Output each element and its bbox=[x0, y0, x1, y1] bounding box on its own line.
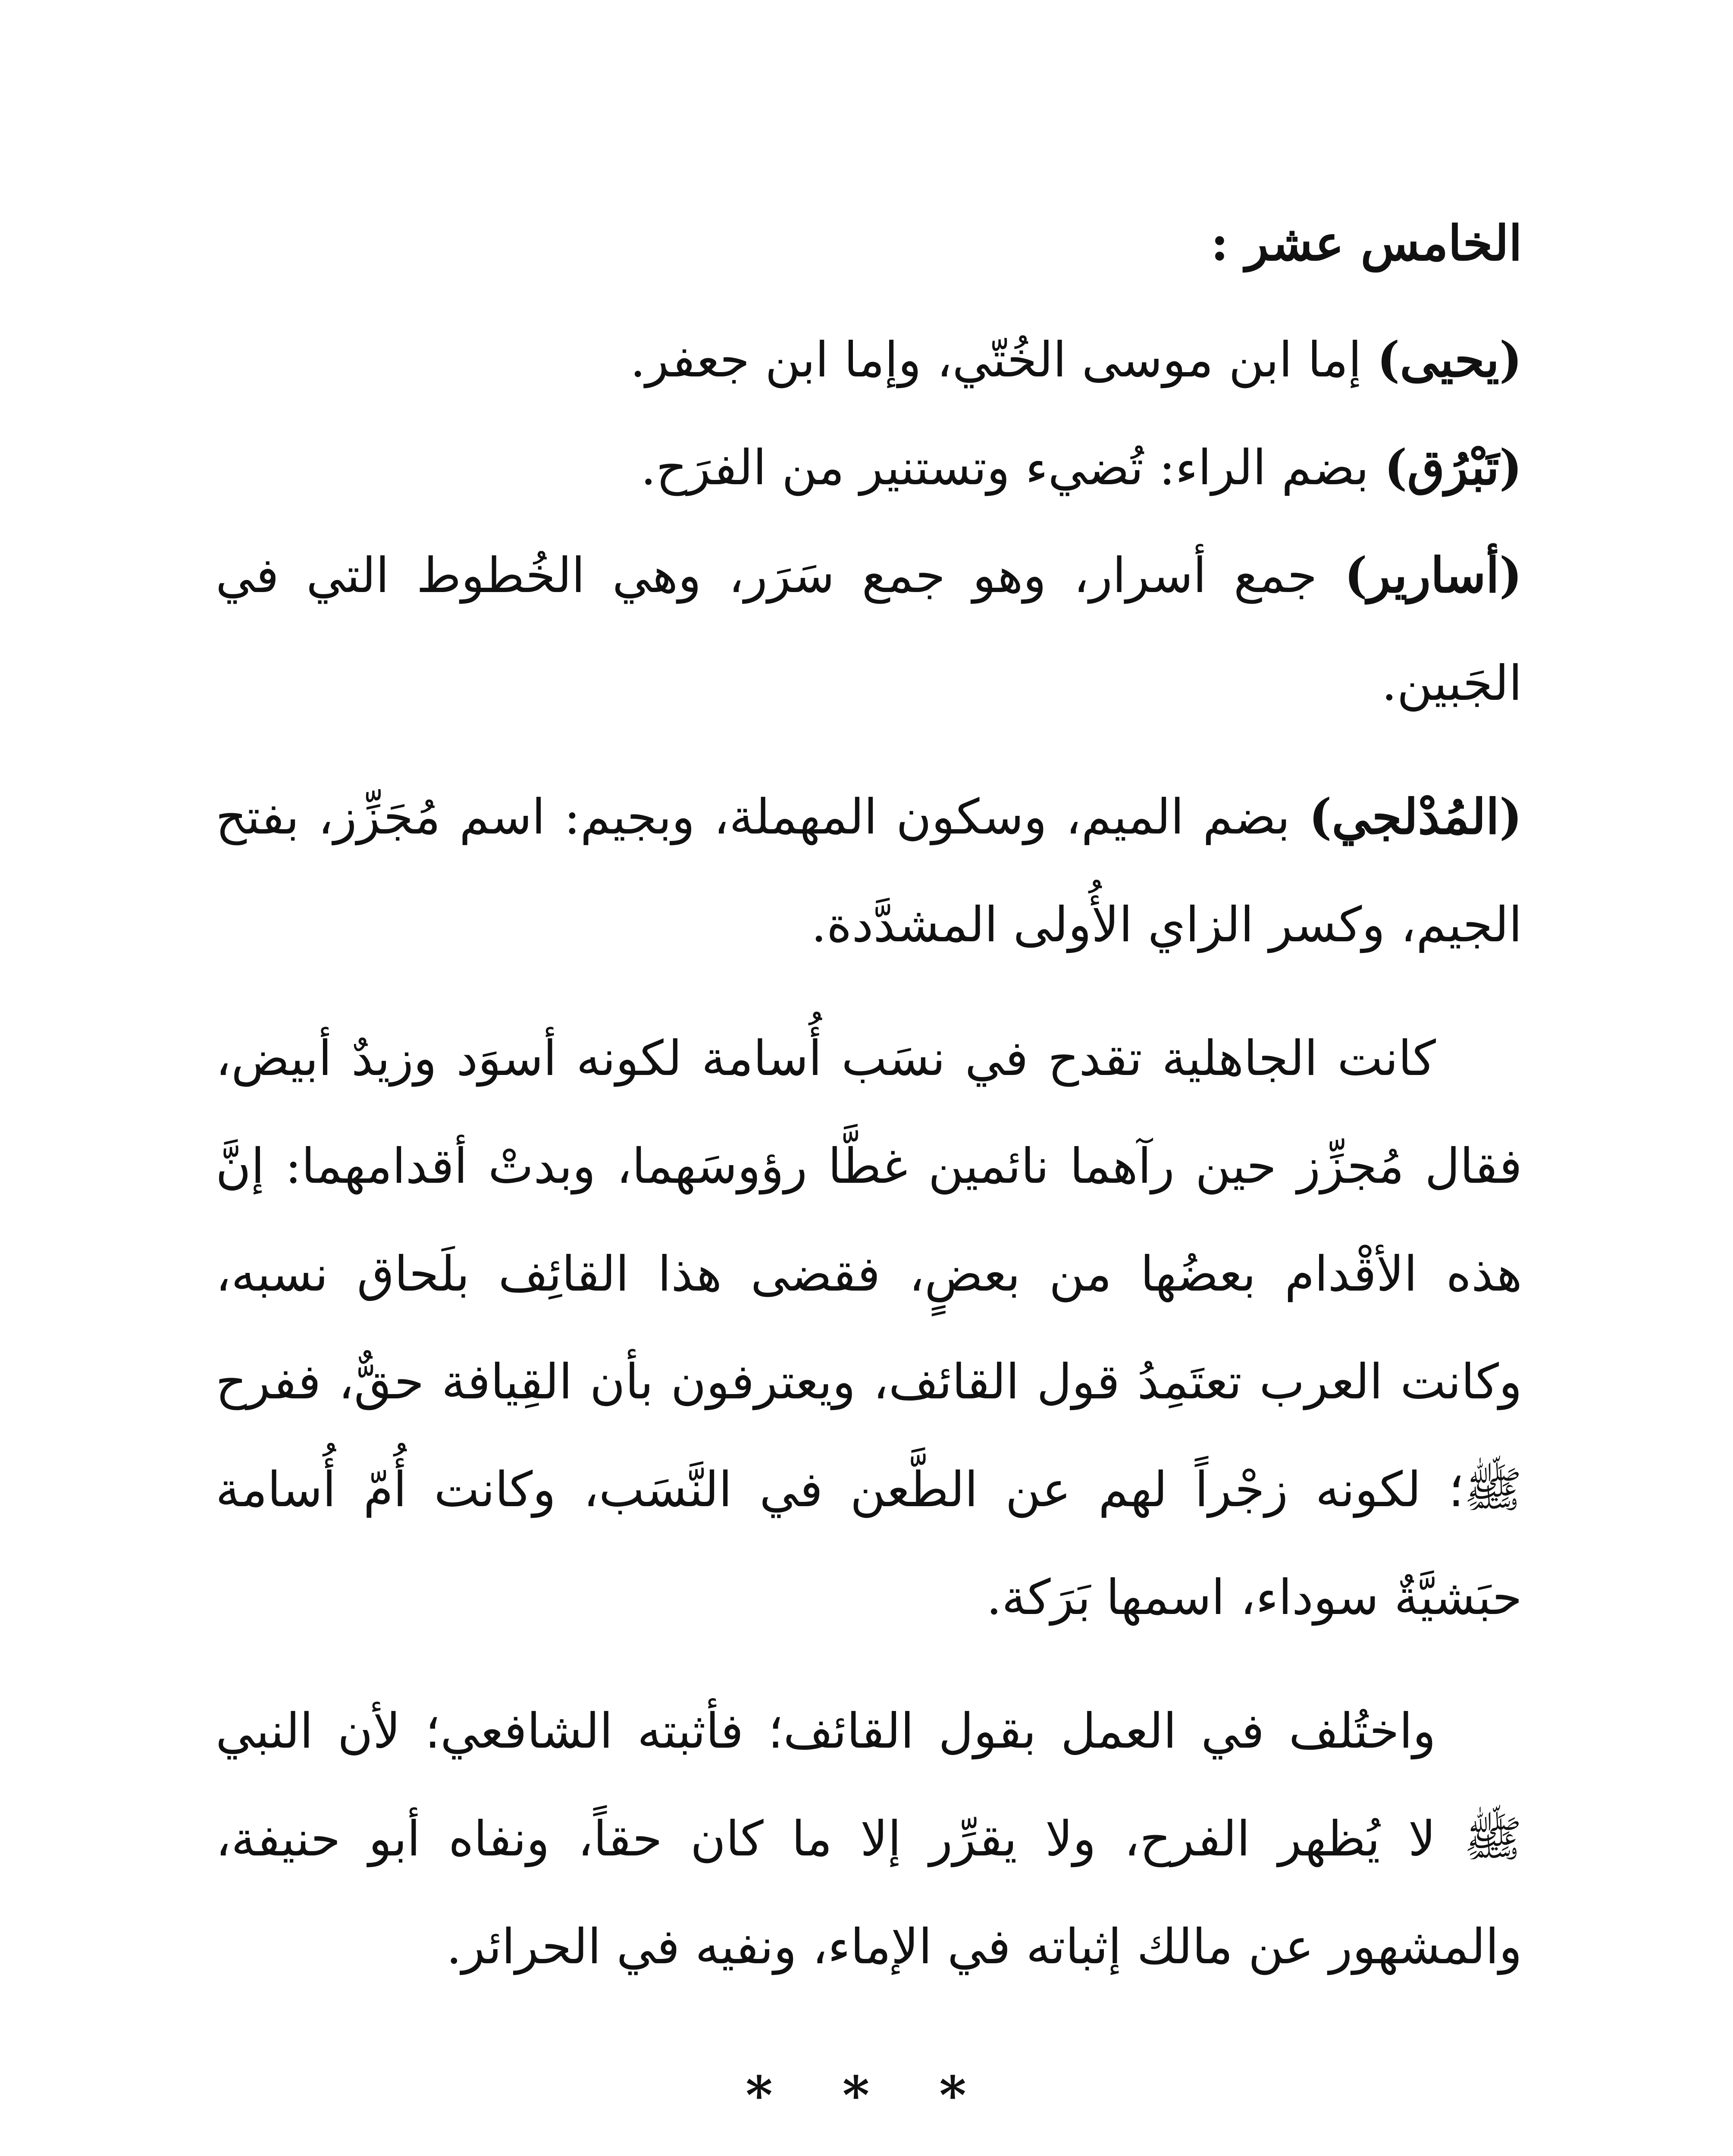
gloss-text: إما ابن موسى الخُتّي، وإما ابن جعفر. bbox=[630, 332, 1377, 388]
gloss-asarir bbox=[216, 522, 1522, 737]
gloss-term: (يحيى) bbox=[1377, 332, 1522, 388]
gloss-term: (المُدْلجي) bbox=[1309, 789, 1522, 845]
gloss-tabruq bbox=[216, 414, 1522, 522]
gloss-mudliji bbox=[216, 763, 1522, 979]
section-separator: * * * bbox=[746, 2065, 992, 2126]
gloss-term: (تَبْرُق) bbox=[1384, 439, 1522, 496]
gloss-text: بضم الميم، وسكون المهملة، وبجيم: اسم مُجَزِّز، بفتح الجيم، وكسر الزاي الأُولى المشدَّدة. bbox=[216, 789, 1522, 953]
commentary-paragraph: كانت الجاهلية تقدح في نسَب أُسامة لكونه أسوَد وزيدٌ أبيض، فقال مُجزِّز حين رآهما نائمين غطَّا رؤوسَهما، وبدتْ أقدامهما: إنَّ هذه الأقْدام بعضُها من بعضٍ، فقضى هذا القائِف بلَحاق نسبه، وكانت العرب تعتَمِدُ قول القائف، ويعترفون بأن القِيافة حقٌّ، ففرح ﷺ؛ لكونه زجْراً لهم عن الطَّعن في النَّسَب، وكانت أُمّ أُسامة حبَشيَّةٌ سوداء، اسمها بَرَكة. bbox=[216, 1031, 1523, 1626]
gloss-term: (أسارير) bbox=[1344, 547, 1522, 604]
section-heading: الخامس عشر : bbox=[1210, 215, 1522, 272]
commentary-paragraph-2: واختُلف في العمل بقول القائف؛ فأثبته الشافعي؛ لأن النبي ﷺ لا يُظهر الفرح، ولا يقرِّر إلا ما كان حقاً، ونفاه أبو حنيفة، والمشهور عن مالك إثباته في الإماء، ونفيه في الحرائر. bbox=[216, 1703, 1522, 1975]
gloss-text: بضم الراء: تُضيء وتستنير من الفرَح. bbox=[640, 440, 1385, 496]
page-body bbox=[216, 190, 1522, 2156]
gloss-yahya bbox=[216, 306, 1522, 414]
gloss-text: جمع أسرار، وهو جمع سَرَر، وهي الخُطوط التي في الجَبين. bbox=[216, 548, 1522, 711]
